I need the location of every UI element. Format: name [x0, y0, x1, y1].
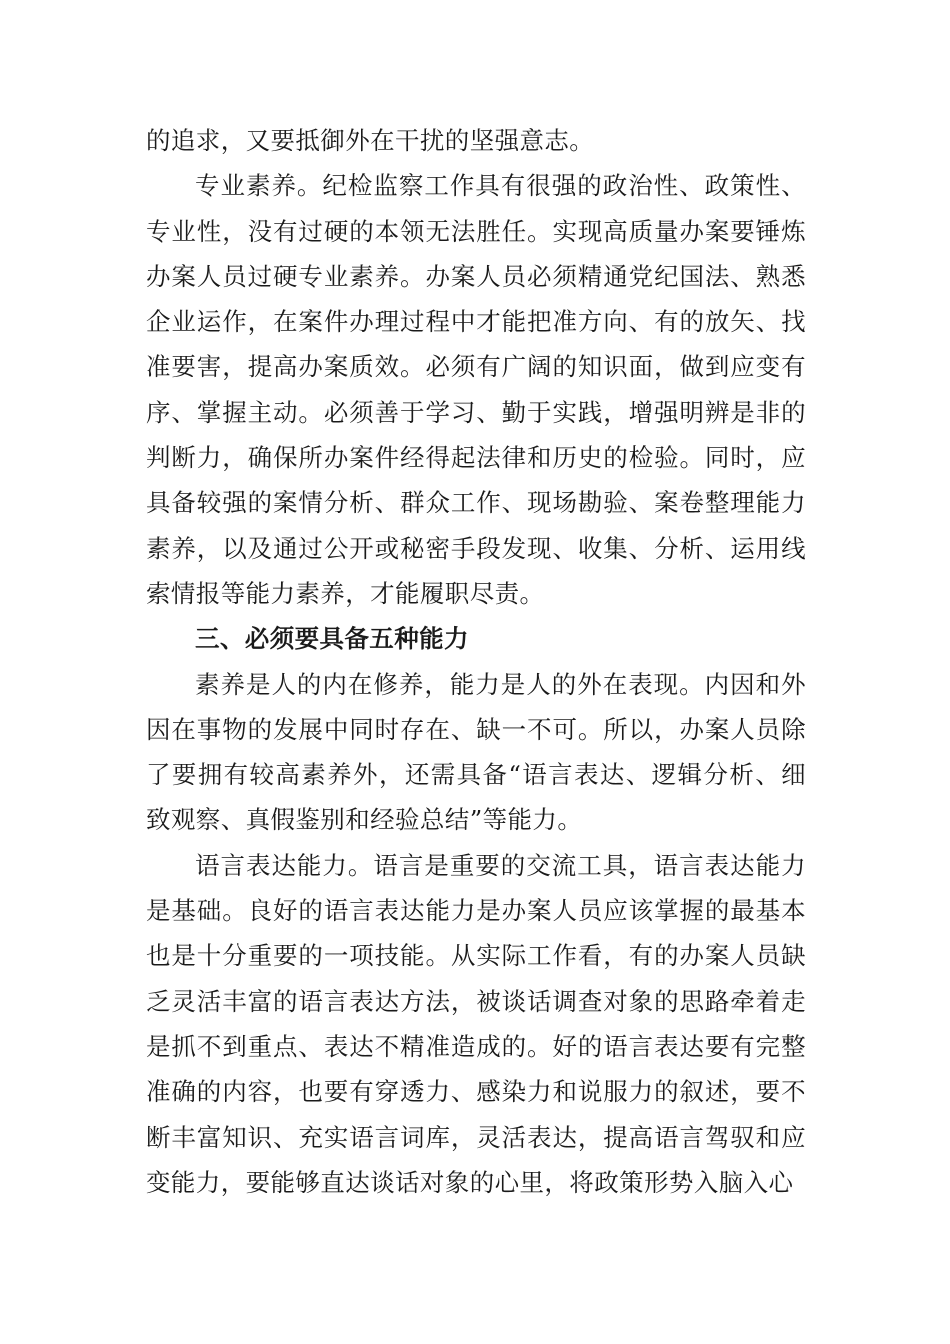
- document-body: [146, 118, 806, 1205]
- paragraph-continuation: 的追求，又要抵御外在干扰的坚强意志。: [146, 126, 595, 155]
- paragraph-quality-and-ability: 素养是人的内在修养，能力是人的外在表现。内因和外因在事物的发展中同时存在、缺一不可。所以，办案人员除了要拥有较高素养外，还需具备“语言表达、逻辑分析、细致观察、真假鉴别和经验总结”等能力。: [146, 669, 806, 835]
- paragraph-language-expression: 语言表达能力。语言是重要的交流工具，语言表达能力是基础。良好的语言表达能力是办案人员应该掌握的最基本也是十分重要的一项技能。从实际工作看，有的办案人员缺乏灵活丰富的语言表达方法，被谈话调查对象的思路牵着走是抓不到重点、表达不精准造成的。好的语言表达要有完整准确的内容，也要有穿透力、感染力和说服力的叙述，要不断丰富知识、充实语言词库，灵活表达，提高语言驾驭和应变能力，要能够直达谈话对象的心里，将政策形势入脑入心: [146, 850, 806, 1197]
- paragraph-professional-quality: 专业素养。纪检监察工作具有很强的政治性、政策性、专业性，没有过硬的本领无法胜任。实现高质量办案要锤炼办案人员过硬专业素养。办案人员必须精通党纪国法、熟悉企业运作，在案件办理过程中才能把准方向、有的放矢、找准要害，提高办案质效。必须有广阔的知识面，做到应变有序、掌握主动。必须善于学习、勤于实践，增强明辨是非的判断力，确保所办案件经得起法律和历史的检验。同时，应具备较强的案情分析、群众工作、现场勘验、案卷整理能力素养，以及通过公开或秘密手段发现、收集、分析、运用线索情报等能力素养，才能履职尽责。: [146, 171, 806, 608]
- section-heading: 三、必须要具备五种能力: [195, 624, 469, 654]
